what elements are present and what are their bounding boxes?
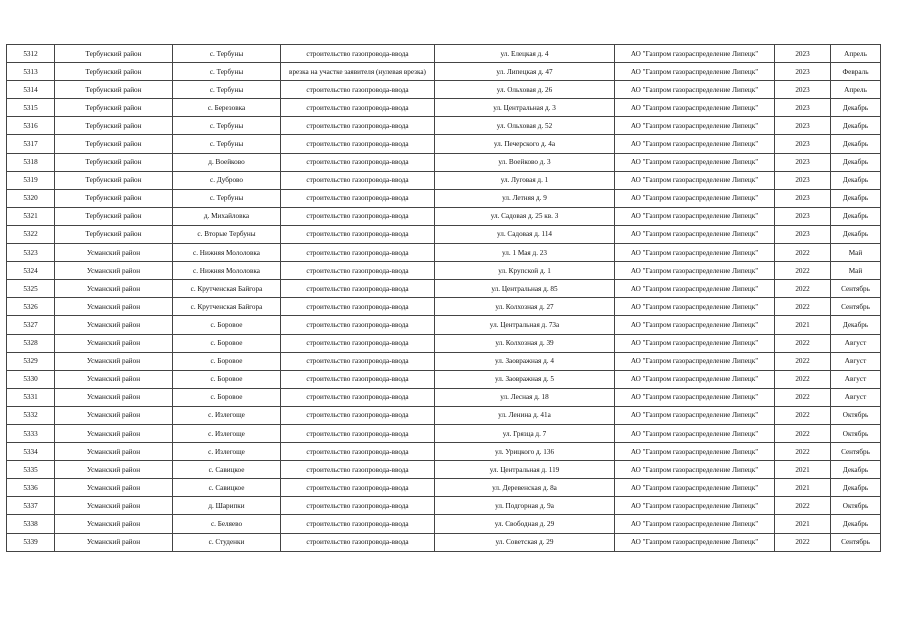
row-number-cell: 5312 <box>7 45 55 63</box>
settlement-cell: с. Студенки <box>173 533 281 551</box>
district-cell: Усманский район <box>55 388 173 406</box>
table-row <box>7 424 881 442</box>
year-cell: 2023 <box>775 135 831 153</box>
year-cell: 2023 <box>775 45 831 63</box>
settlement-cell: с. Беляево <box>173 515 281 533</box>
address-cell: ул. Центральная д. 85 <box>435 280 615 298</box>
district-cell: Усманский район <box>55 515 173 533</box>
row-number-cell: 5330 <box>7 370 55 388</box>
district-cell: Усманский район <box>55 497 173 515</box>
district-cell: Тербунский район <box>55 189 173 207</box>
month-cell: Октябрь <box>831 497 881 515</box>
month-cell: Декабрь <box>831 135 881 153</box>
month-cell: Август <box>831 388 881 406</box>
month-cell: Декабрь <box>831 479 881 497</box>
row-number-cell: 5320 <box>7 189 55 207</box>
year-cell: 2022 <box>775 443 831 461</box>
row-number-cell: 5331 <box>7 388 55 406</box>
month-cell: Декабрь <box>831 207 881 225</box>
organization-cell: АО "Газпром газораспределение Липецк" <box>615 388 775 406</box>
work-type-cell: строительство газопровода-ввода <box>281 262 435 280</box>
work-type-cell: строительство газопровода-ввода <box>281 515 435 533</box>
organization-cell: АО "Газпром газораспределение Липецк" <box>615 424 775 442</box>
row-number-cell: 5319 <box>7 171 55 189</box>
organization-cell: АО "Газпром газораспределение Липецк" <box>615 117 775 135</box>
settlement-cell: с. Нижняя Мололовка <box>173 244 281 262</box>
month-cell: Сентябрь <box>831 443 881 461</box>
month-cell: Декабрь <box>831 99 881 117</box>
organization-cell: АО "Газпром газораспределение Липецк" <box>615 298 775 316</box>
row-number-cell: 5328 <box>7 334 55 352</box>
district-cell: Усманский район <box>55 406 173 424</box>
table-row <box>7 443 881 461</box>
organization-cell: АО "Газпром газораспределение Липецк" <box>615 262 775 280</box>
address-cell: ул. Колхозная д. 39 <box>435 334 615 352</box>
address-cell: ул. Ленина д. 41а <box>435 406 615 424</box>
year-cell: 2022 <box>775 388 831 406</box>
table-row <box>7 225 881 243</box>
table-row <box>7 63 881 81</box>
organization-cell: АО "Газпром газораспределение Липецк" <box>615 316 775 334</box>
address-cell: ул. Садовая д. 25 кв. 3 <box>435 207 615 225</box>
year-cell: 2023 <box>775 99 831 117</box>
district-cell: Тербунский район <box>55 81 173 99</box>
work-type-cell: строительство газопровода-ввода <box>281 45 435 63</box>
organization-cell: АО "Газпром газораспределение Липецк" <box>615 370 775 388</box>
work-type-cell: строительство газопровода-ввода <box>281 461 435 479</box>
work-type-cell: строительство газопровода-ввода <box>281 443 435 461</box>
row-number-cell: 5324 <box>7 262 55 280</box>
year-cell: 2022 <box>775 352 831 370</box>
district-cell: Усманский район <box>55 533 173 551</box>
organization-cell: АО "Газпром газораспределение Липецк" <box>615 244 775 262</box>
table-row <box>7 497 881 515</box>
work-type-cell: строительство газопровода-ввода <box>281 171 435 189</box>
table-body <box>7 45 881 552</box>
settlement-cell: с. Вторые Тербуны <box>173 225 281 243</box>
row-number-cell: 5325 <box>7 280 55 298</box>
row-number-cell: 5329 <box>7 352 55 370</box>
row-number-cell: 5339 <box>7 533 55 551</box>
month-cell: Декабрь <box>831 189 881 207</box>
district-cell: Тербунский район <box>55 45 173 63</box>
work-type-cell: строительство газопровода-ввода <box>281 316 435 334</box>
work-type-cell: строительство газопровода-ввода <box>281 280 435 298</box>
district-cell: Усманский район <box>55 280 173 298</box>
address-cell: ул. Садовая д. 114 <box>435 225 615 243</box>
settlement-cell: с. Излегоще <box>173 443 281 461</box>
work-type-cell: строительство газопровода-ввода <box>281 99 435 117</box>
address-cell: ул. Елецкая д. 4 <box>435 45 615 63</box>
year-cell: 2022 <box>775 280 831 298</box>
year-cell: 2021 <box>775 515 831 533</box>
row-number-cell: 5338 <box>7 515 55 533</box>
organization-cell: АО "Газпром газораспределение Липецк" <box>615 45 775 63</box>
work-type-cell: строительство газопровода-ввода <box>281 189 435 207</box>
settlement-cell: с. Боровое <box>173 334 281 352</box>
table-row <box>7 370 881 388</box>
table-row <box>7 45 881 63</box>
row-number-cell: 5336 <box>7 479 55 497</box>
organization-cell: АО "Газпром газораспределение Липецк" <box>615 63 775 81</box>
address-cell: ул. Свободная д. 29 <box>435 515 615 533</box>
row-number-cell: 5334 <box>7 443 55 461</box>
organization-cell: АО "Газпром газораспределение Липецк" <box>615 443 775 461</box>
table-row <box>7 99 881 117</box>
year-cell: 2022 <box>775 533 831 551</box>
district-cell: Усманский район <box>55 479 173 497</box>
work-type-cell: строительство газопровода-ввода <box>281 153 435 171</box>
address-cell: ул. Заовражная д. 5 <box>435 370 615 388</box>
year-cell: 2023 <box>775 117 831 135</box>
year-cell: 2023 <box>775 225 831 243</box>
address-cell: ул. Крупской д. 1 <box>435 262 615 280</box>
work-type-cell: строительство газопровода-ввода <box>281 135 435 153</box>
table-row <box>7 352 881 370</box>
work-type-cell: строительство газопровода-ввода <box>281 334 435 352</box>
district-cell: Усманский район <box>55 352 173 370</box>
settlement-cell: с. Боровое <box>173 352 281 370</box>
table-row <box>7 262 881 280</box>
year-cell: 2023 <box>775 171 831 189</box>
settlement-cell: с. Тербуны <box>173 135 281 153</box>
work-type-cell: строительство газопровода-ввода <box>281 244 435 262</box>
organization-cell: АО "Газпром газораспределение Липецк" <box>615 135 775 153</box>
organization-cell: АО "Газпром газораспределение Липецк" <box>615 479 775 497</box>
district-cell: Тербунский район <box>55 225 173 243</box>
settlement-cell: д. Шарипки <box>173 497 281 515</box>
month-cell: Апрель <box>831 81 881 99</box>
table-row <box>7 406 881 424</box>
document-page <box>6 44 881 552</box>
table-row <box>7 334 881 352</box>
address-cell: ул. Грязца д. 7 <box>435 424 615 442</box>
month-cell: Август <box>831 352 881 370</box>
month-cell: Май <box>831 262 881 280</box>
address-cell: ул. Советская д. 29 <box>435 533 615 551</box>
row-number-cell: 5316 <box>7 117 55 135</box>
row-number-cell: 5333 <box>7 424 55 442</box>
settlement-cell: с. Боровое <box>173 370 281 388</box>
address-cell: ул. Урицкого д. 136 <box>435 443 615 461</box>
table-row <box>7 81 881 99</box>
month-cell: Апрель <box>831 45 881 63</box>
organization-cell: АО "Газпром газораспределение Липецк" <box>615 515 775 533</box>
work-type-cell: строительство газопровода-ввода <box>281 406 435 424</box>
organization-cell: АО "Газпром газораспределение Липецк" <box>615 406 775 424</box>
organization-cell: АО "Газпром газораспределение Липецк" <box>615 225 775 243</box>
year-cell: 2022 <box>775 497 831 515</box>
work-type-cell: строительство газопровода-ввода <box>281 117 435 135</box>
district-cell: Усманский район <box>55 424 173 442</box>
month-cell: Февраль <box>831 63 881 81</box>
settlement-cell: с. Тербуны <box>173 45 281 63</box>
year-cell: 2023 <box>775 81 831 99</box>
work-type-cell: строительство газопровода-ввода <box>281 533 435 551</box>
row-number-cell: 5321 <box>7 207 55 225</box>
district-cell: Тербунский район <box>55 207 173 225</box>
row-number-cell: 5327 <box>7 316 55 334</box>
organization-cell: АО "Газпром газораспределение Липецк" <box>615 497 775 515</box>
settlement-cell: с. Тербуны <box>173 117 281 135</box>
table-row <box>7 479 881 497</box>
address-cell: ул. Липецкая д. 47 <box>435 63 615 81</box>
work-type-cell: строительство газопровода-ввода <box>281 298 435 316</box>
row-number-cell: 5317 <box>7 135 55 153</box>
table-row <box>7 515 881 533</box>
row-number-cell: 5335 <box>7 461 55 479</box>
district-cell: Усманский район <box>55 298 173 316</box>
work-type-cell: врезка на участке заявителя (нулевая врезка) <box>281 63 435 81</box>
organization-cell: АО "Газпром газораспределение Липецк" <box>615 461 775 479</box>
address-cell: ул. Луговая д. 1 <box>435 171 615 189</box>
row-number-cell: 5337 <box>7 497 55 515</box>
table-row <box>7 388 881 406</box>
settlement-cell: с. Боровое <box>173 316 281 334</box>
year-cell: 2022 <box>775 424 831 442</box>
address-cell: ул. Воейково д. 3 <box>435 153 615 171</box>
settlement-cell: с. Березовка <box>173 99 281 117</box>
organization-cell: АО "Газпром газораспределение Липецк" <box>615 171 775 189</box>
table-row <box>7 533 881 551</box>
month-cell: Октябрь <box>831 424 881 442</box>
settlement-cell: с. Крутченская Байгора <box>173 280 281 298</box>
work-type-cell: строительство газопровода-ввода <box>281 479 435 497</box>
address-cell: ул. Центральная д. 3 <box>435 99 615 117</box>
district-cell: Усманский район <box>55 244 173 262</box>
address-cell: ул. Центральная д. 119 <box>435 461 615 479</box>
district-cell: Тербунский район <box>55 135 173 153</box>
table-row <box>7 117 881 135</box>
work-type-cell: строительство газопровода-ввода <box>281 497 435 515</box>
district-cell: Усманский район <box>55 316 173 334</box>
table-row <box>7 461 881 479</box>
work-type-cell: строительство газопровода-ввода <box>281 207 435 225</box>
organization-cell: АО "Газпром газораспределение Липецк" <box>615 280 775 298</box>
table-row <box>7 316 881 334</box>
district-cell: Тербунский район <box>55 153 173 171</box>
settlement-cell: с. Тербуны <box>173 63 281 81</box>
settlement-cell: с. Крутченская Байгора <box>173 298 281 316</box>
month-cell: Август <box>831 370 881 388</box>
month-cell: Декабрь <box>831 171 881 189</box>
address-cell: ул. 1 Мая д. 23 <box>435 244 615 262</box>
work-type-cell: строительство газопровода-ввода <box>281 352 435 370</box>
year-cell: 2023 <box>775 189 831 207</box>
table-row <box>7 207 881 225</box>
year-cell: 2022 <box>775 370 831 388</box>
month-cell: Август <box>831 334 881 352</box>
settlement-cell: с. Излегоще <box>173 424 281 442</box>
table-row <box>7 135 881 153</box>
organization-cell: АО "Газпром газораспределение Липецк" <box>615 153 775 171</box>
month-cell: Октябрь <box>831 406 881 424</box>
settlement-cell: д. Михайловка <box>173 207 281 225</box>
settlement-cell: с. Савицкое <box>173 479 281 497</box>
row-number-cell: 5318 <box>7 153 55 171</box>
address-cell: ул. Печерского д. 4а <box>435 135 615 153</box>
table-row <box>7 153 881 171</box>
address-cell: ул. Подгорная д. 9а <box>435 497 615 515</box>
work-type-cell: строительство газопровода-ввода <box>281 370 435 388</box>
year-cell: 2023 <box>775 153 831 171</box>
settlement-cell: с. Савицкое <box>173 461 281 479</box>
year-cell: 2022 <box>775 244 831 262</box>
row-number-cell: 5314 <box>7 81 55 99</box>
work-type-cell: строительство газопровода-ввода <box>281 81 435 99</box>
year-cell: 2022 <box>775 406 831 424</box>
month-cell: Декабрь <box>831 461 881 479</box>
month-cell: Сентябрь <box>831 280 881 298</box>
table-row <box>7 171 881 189</box>
work-type-cell: строительство газопровода-ввода <box>281 388 435 406</box>
row-number-cell: 5326 <box>7 298 55 316</box>
year-cell: 2022 <box>775 298 831 316</box>
table-row <box>7 280 881 298</box>
organization-cell: АО "Газпром газораспределение Липецк" <box>615 189 775 207</box>
settlement-cell: с. Тербуны <box>173 81 281 99</box>
month-cell: Май <box>831 244 881 262</box>
row-number-cell: 5315 <box>7 99 55 117</box>
district-cell: Усманский район <box>55 334 173 352</box>
address-cell: ул. Лесная д. 18 <box>435 388 615 406</box>
row-number-cell: 5323 <box>7 244 55 262</box>
year-cell: 2022 <box>775 262 831 280</box>
month-cell: Декабрь <box>831 225 881 243</box>
settlement-cell: с. Дуброво <box>173 171 281 189</box>
address-cell: ул. Ольховая д. 52 <box>435 117 615 135</box>
district-cell: Тербунский район <box>55 171 173 189</box>
organization-cell: АО "Газпром газораспределение Липецк" <box>615 99 775 117</box>
gasification-table <box>6 44 881 552</box>
settlement-cell: д. Воейково <box>173 153 281 171</box>
district-cell: Усманский район <box>55 370 173 388</box>
district-cell: Усманский район <box>55 443 173 461</box>
month-cell: Сентябрь <box>831 533 881 551</box>
address-cell: ул. Центральная д. 73а <box>435 316 615 334</box>
district-cell: Тербунский район <box>55 63 173 81</box>
district-cell: Усманский район <box>55 461 173 479</box>
table-row <box>7 298 881 316</box>
year-cell: 2023 <box>775 207 831 225</box>
year-cell: 2023 <box>775 63 831 81</box>
settlement-cell: с. Боровое <box>173 388 281 406</box>
address-cell: ул. Летняя д. 9 <box>435 189 615 207</box>
row-number-cell: 5332 <box>7 406 55 424</box>
address-cell: ул. Деревенская д. 8а <box>435 479 615 497</box>
organization-cell: АО "Газпром газораспределение Липецк" <box>615 533 775 551</box>
work-type-cell: строительство газопровода-ввода <box>281 225 435 243</box>
table-row <box>7 244 881 262</box>
row-number-cell: 5313 <box>7 63 55 81</box>
month-cell: Декабрь <box>831 515 881 533</box>
year-cell: 2022 <box>775 334 831 352</box>
settlement-cell: с. Нижняя Мололовка <box>173 262 281 280</box>
address-cell: ул. Колхозная д. 27 <box>435 298 615 316</box>
organization-cell: АО "Газпром газораспределение Липецк" <box>615 352 775 370</box>
organization-cell: АО "Газпром газораспределение Липецк" <box>615 81 775 99</box>
work-type-cell: строительство газопровода-ввода <box>281 424 435 442</box>
month-cell: Сентябрь <box>831 298 881 316</box>
address-cell: ул. Заовражная д. 4 <box>435 352 615 370</box>
year-cell: 2021 <box>775 479 831 497</box>
table-row <box>7 189 881 207</box>
month-cell: Декабрь <box>831 316 881 334</box>
month-cell: Декабрь <box>831 153 881 171</box>
year-cell: 2021 <box>775 316 831 334</box>
district-cell: Тербунский район <box>55 117 173 135</box>
organization-cell: АО "Газпром газораспределение Липецк" <box>615 207 775 225</box>
address-cell: ул. Ольховая д. 26 <box>435 81 615 99</box>
organization-cell: АО "Газпром газораспределение Липецк" <box>615 334 775 352</box>
settlement-cell: с. Тербуны <box>173 189 281 207</box>
year-cell: 2021 <box>775 461 831 479</box>
settlement-cell: с. Излегоще <box>173 406 281 424</box>
district-cell: Усманский район <box>55 262 173 280</box>
month-cell: Декабрь <box>831 117 881 135</box>
row-number-cell: 5322 <box>7 225 55 243</box>
district-cell: Тербунский район <box>55 99 173 117</box>
